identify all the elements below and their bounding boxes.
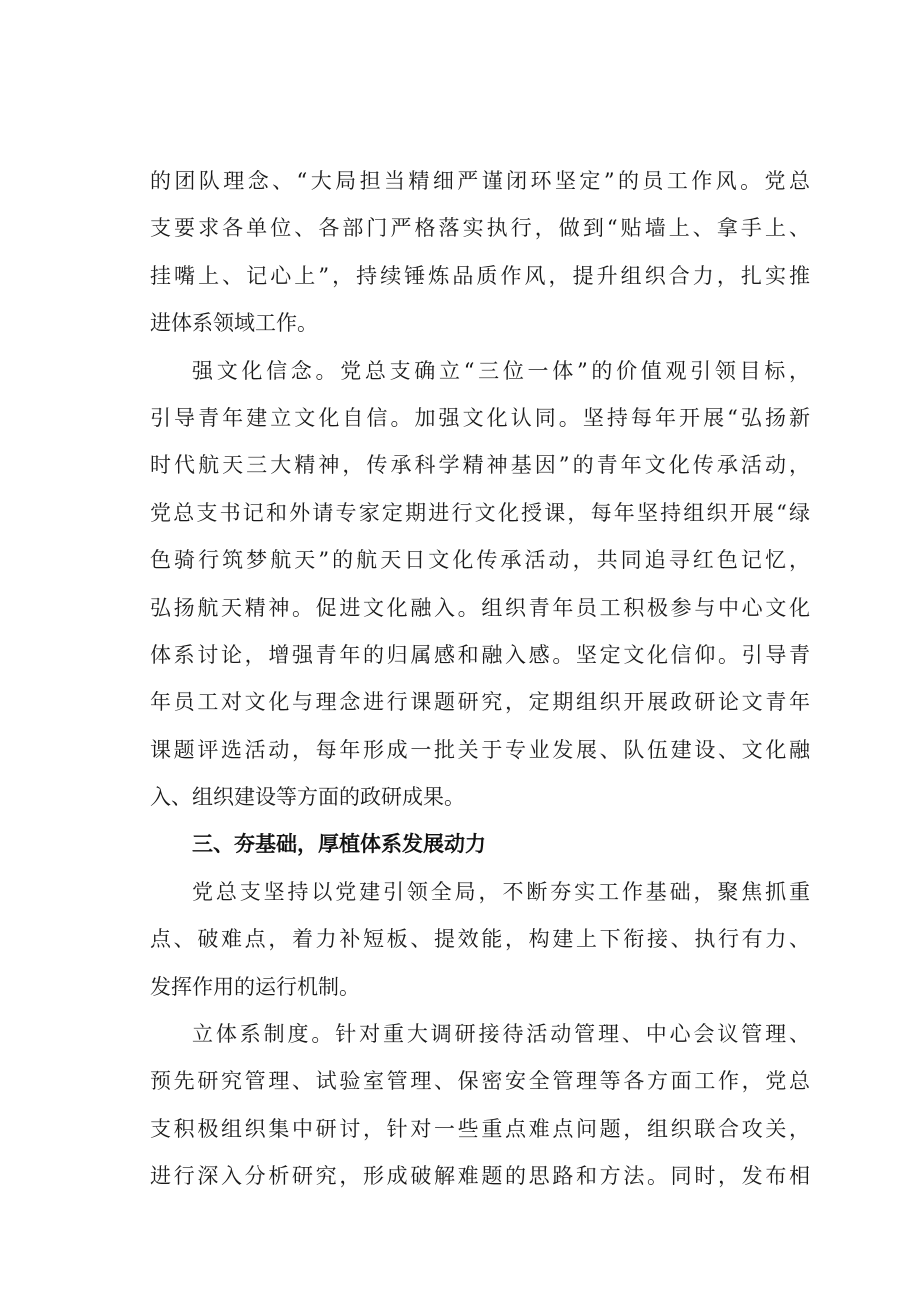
text-line: 课题评选活动，每年形成一批关于专业发展、队伍建设、文化融 (150, 737, 810, 762)
text-line: 预先研究管理、试验室管理、保密安全管理等各方面工作，党总 (150, 1069, 810, 1094)
text-line: 体系讨论，增强青年的归属感和融入感。坚定文化信仰。引导青 (150, 642, 810, 667)
text-line: 点、破难点，着力补短板、提效能，构建上下衔接、执行有力、 (150, 927, 810, 952)
text-line: 弘扬航天精神。促进文化融入。组织青年员工积极参与中心文化 (150, 595, 810, 620)
paragraph-foundation (150, 869, 810, 1011)
text-line: 党总支书记和外请专家定期进行文化授课，每年坚持组织开展“绿 (150, 500, 810, 525)
text-line: 入、组织建设等方面的政研成果。 (150, 785, 465, 810)
document-body (150, 158, 810, 1201)
text-line: 的团队理念、“大局担当精细严谨闭环坚定”的员工作风。党总 (150, 169, 810, 193)
text-line: 挂嘴上、记心上”，持续锤炼品质作风，提升组织合力，扎实推 (150, 263, 810, 288)
section-heading: 三、夯基础，厚植体系发展动力 (192, 832, 486, 857)
text-line: 发挥作用的运行机制。 (150, 974, 360, 999)
text-line: 进体系领域工作。 (150, 311, 318, 336)
text-line: 强文化信念。党总支确立“三位一体”的价值观引领目标， (192, 358, 810, 383)
paragraph-system-rules (150, 1011, 810, 1201)
text-line: 年员工对文化与理念进行课题研究，定期组织开展政研论文青年 (150, 690, 810, 715)
text-line: 色骑行筑梦航天”的航天日文化传承活动，共同追寻红色记忆， (150, 548, 810, 573)
text-line: 党总支坚持以党建引领全局，不断夯实工作基础，聚焦抓重 (192, 879, 810, 904)
text-line: 引导青年建立文化自信。加强文化认同。坚持每年开展“弘扬新 (150, 405, 810, 430)
text-line: 时代航天三大精神，传承科学精神基因”的青年文化传承活动， (150, 453, 810, 478)
text-line: 支积极组织集中研讨，针对一些重点难点问题，组织联合攻关， (150, 1116, 810, 1141)
paragraph-team-concept (150, 158, 810, 348)
text-line: 进行深入分析研究，形成破解难题的思路和方法。同时，发布相 (150, 1164, 810, 1189)
paragraph-culture-belief (150, 348, 810, 822)
text-line: 支要求各单位、各部门严格落实执行，做到“贴墙上、拿手上、 (150, 216, 810, 241)
text-line: 立体系制度。针对重大调研接待活动管理、中心会议管理、 (192, 1022, 810, 1047)
